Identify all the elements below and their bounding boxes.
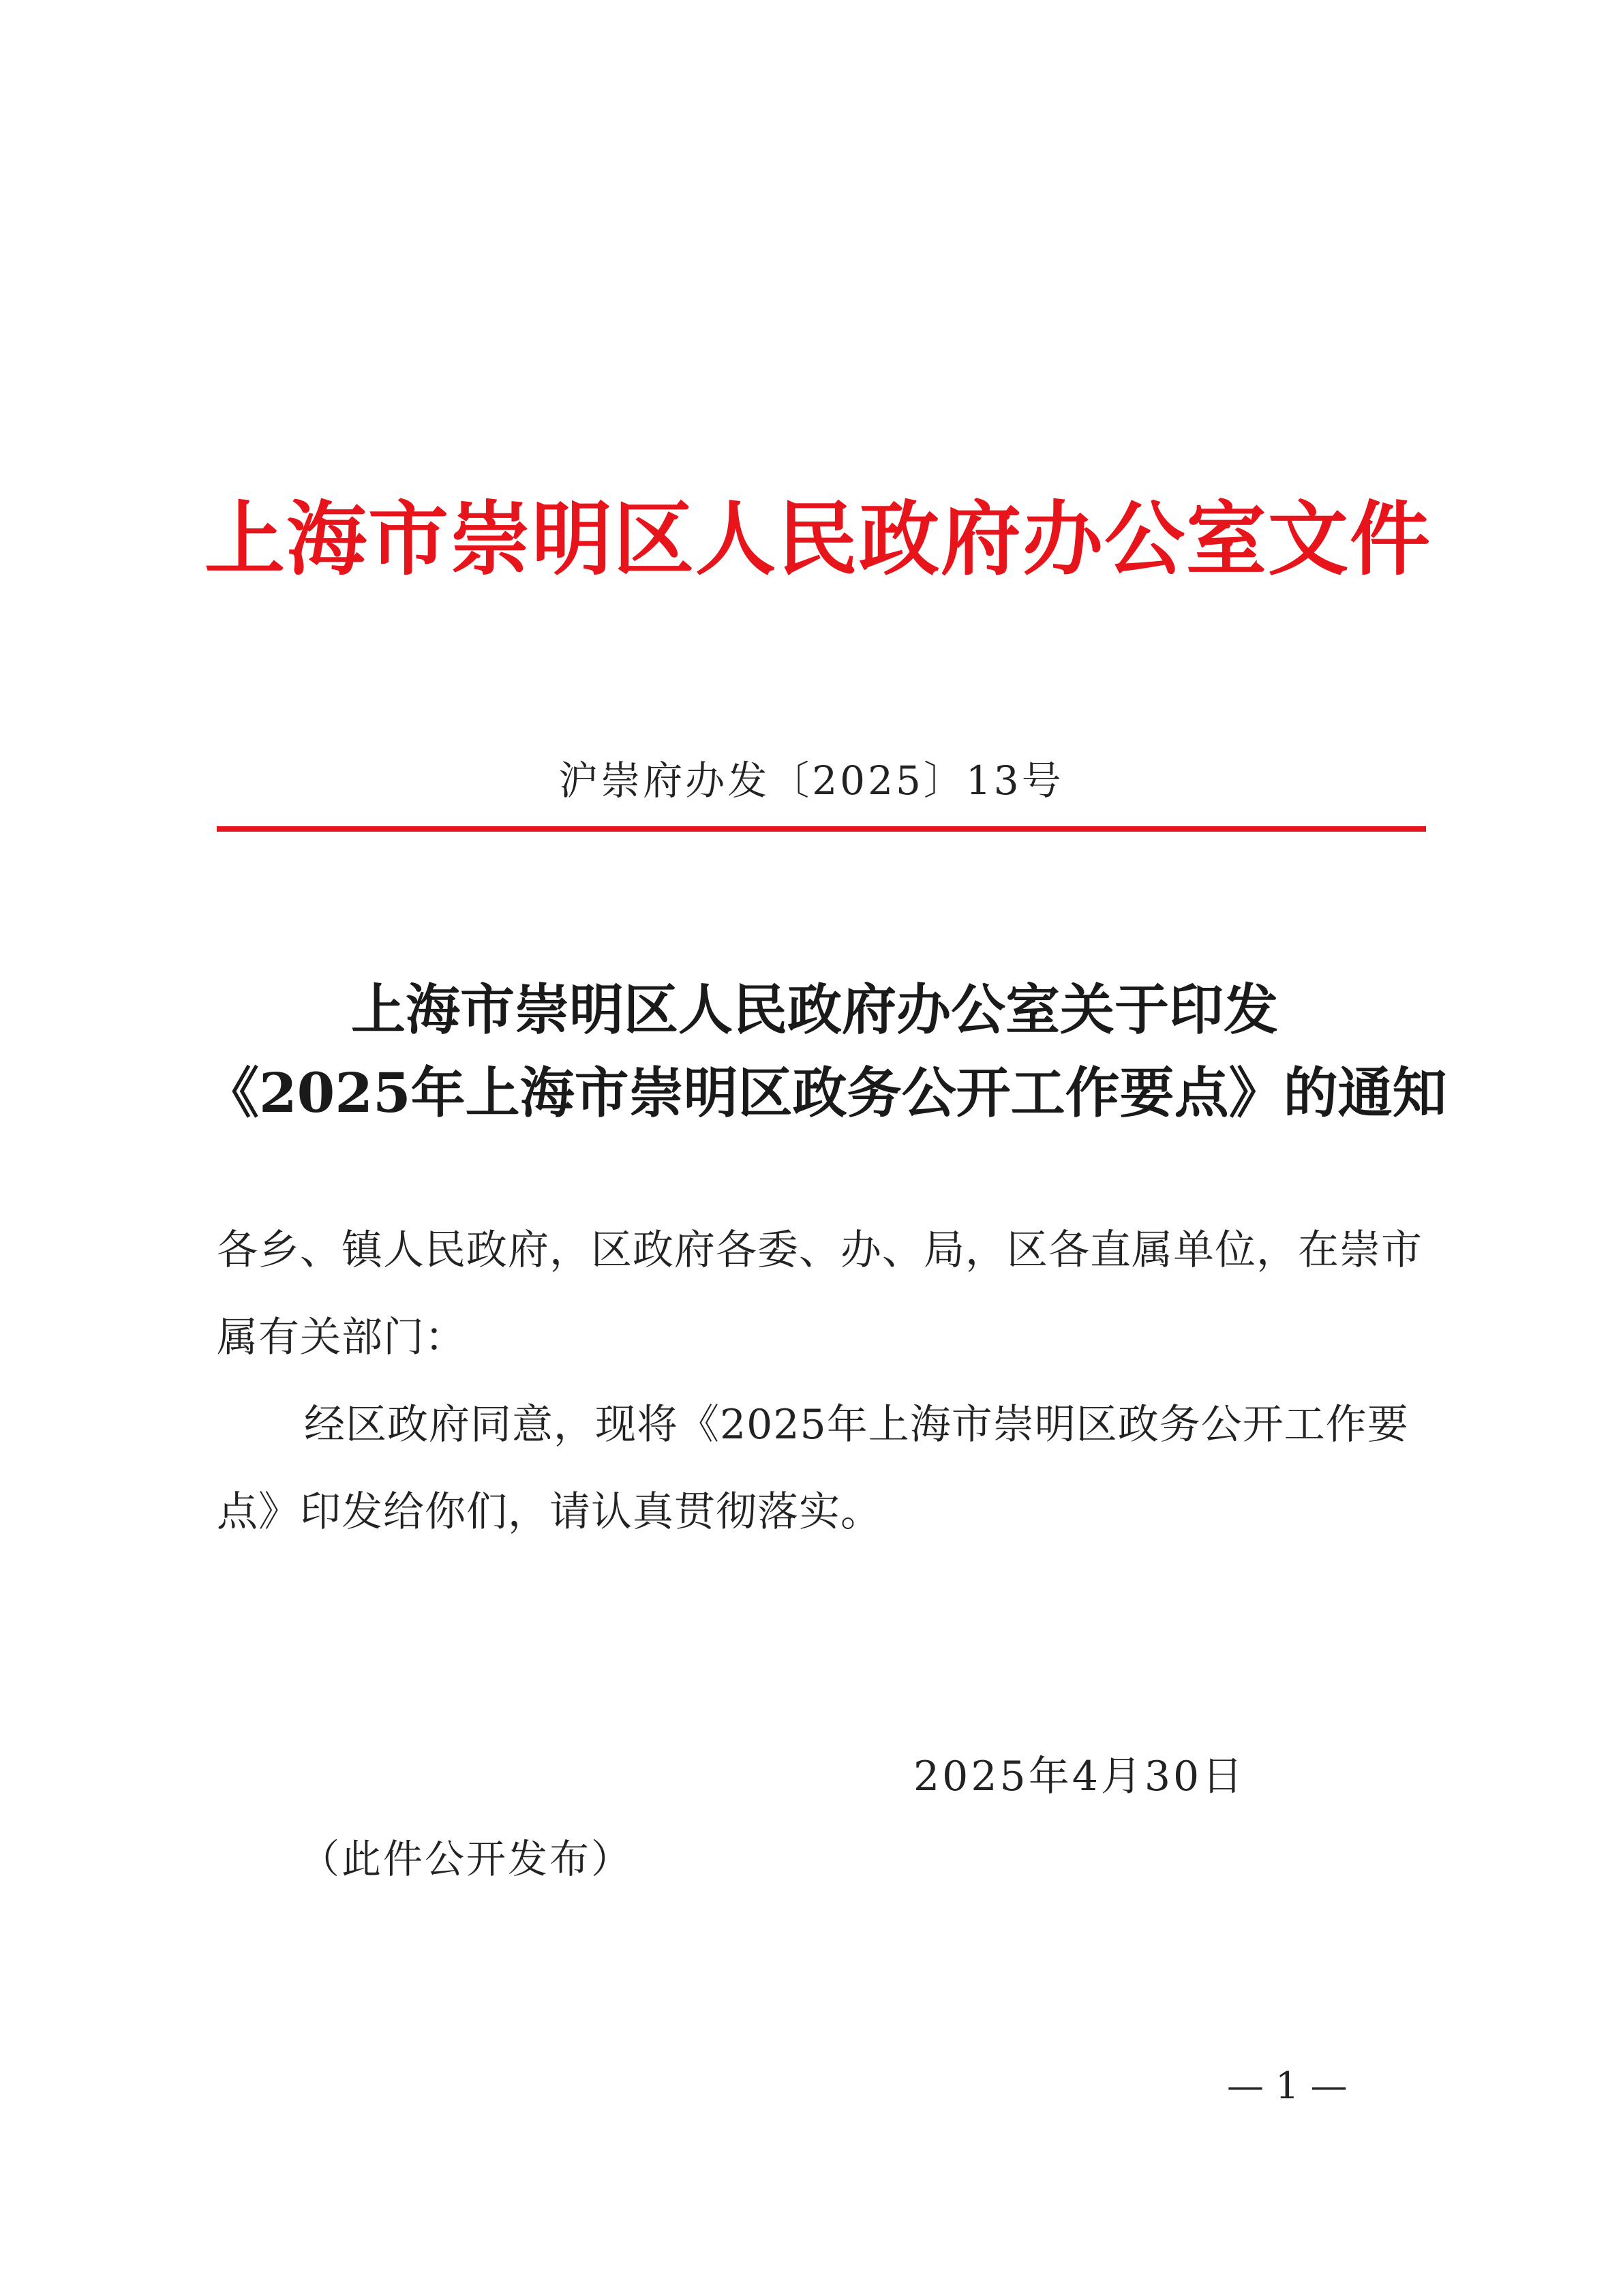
document-number: 沪崇府办发〔2025〕13号 bbox=[558, 757, 1064, 804]
notice-title-line-1: 上海市崇明区人民政府办公室关于印发 bbox=[351, 978, 1278, 1042]
body-paragraph: 经区政府同意，现将《2025年上海市崇明区政务公开工作要点》印发给你们，请认真贯彻落实。 bbox=[217, 1401, 1409, 1536]
issue-date: 2025年4月30日 bbox=[913, 1753, 1246, 1800]
page-number: — 1 — bbox=[1227, 2064, 1348, 2107]
notice-title bbox=[204, 968, 1447, 1134]
red-separator-line bbox=[217, 826, 1426, 832]
notice-title-line-2: 《2025年上海市崇明区政务公开工作要点》的通知 bbox=[204, 1061, 1447, 1125]
notice-body bbox=[217, 1207, 1427, 1556]
publication-note: （此件公开发布） bbox=[300, 1836, 633, 1882]
document-masthead: 上海市崇明区人民政府办公室文件 bbox=[204, 492, 1432, 586]
recipients-line: 各乡、镇人民政府，区政府各委、办、局，区各直属单位，在崇市属有关部门： bbox=[217, 1226, 1423, 1361]
